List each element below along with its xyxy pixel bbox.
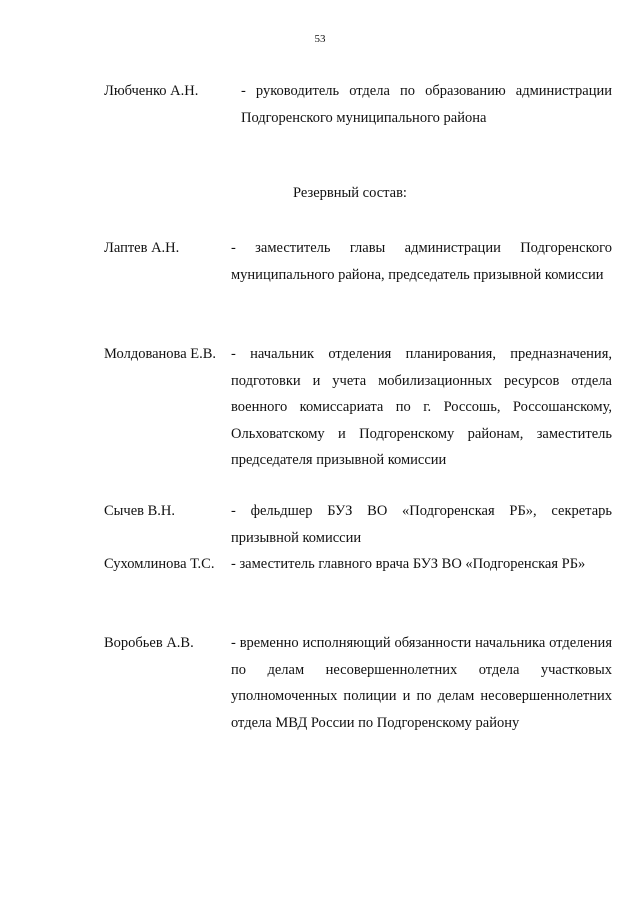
member-role: - заместитель главного врача БУЗ ВО «Подгоренская РБ» <box>231 556 586 572</box>
page-number: 53 <box>314 33 326 45</box>
member-role: - заместитель главы администрации Подгоренского муниципального района, председатель призывной комиссии <box>231 240 612 283</box>
member-role: - фельдшер БУЗ ВО «Подгоренская РБ», секретарь призывной комиссии <box>231 503 612 546</box>
member-name: Воробьев А.В. <box>104 635 194 651</box>
member-role: - руководитель отдела по образованию администрации Подгоренского муниципального района <box>241 83 612 126</box>
member-name: Любченко А.Н. <box>104 83 199 99</box>
reserve-section-heading: Резервный состав: <box>293 185 407 201</box>
member-name: Сухомлинова Т.С. <box>104 556 215 572</box>
member-role: - начальник отделения планирования, предназначения, подготовки и учета мобилизационных ресурсов отдела военного комиссариата по г. Россошь, Россошанскому, Ольховатскому и Подгоренскому районам, заместитель председателя призывной комиссии <box>231 346 612 468</box>
member-role: - временно исполняющий обязанности начальника отделения по делам несовершеннолетних отдела участковых уполномоченных полиции и по делам несовершеннолетних отдела МВД России по Подгоренскому району <box>231 635 612 731</box>
member-name: Лаптев А.Н. <box>104 240 180 256</box>
member-name: Сычев В.Н. <box>104 503 176 519</box>
member-name: Молдованова Е.В. <box>104 346 217 362</box>
